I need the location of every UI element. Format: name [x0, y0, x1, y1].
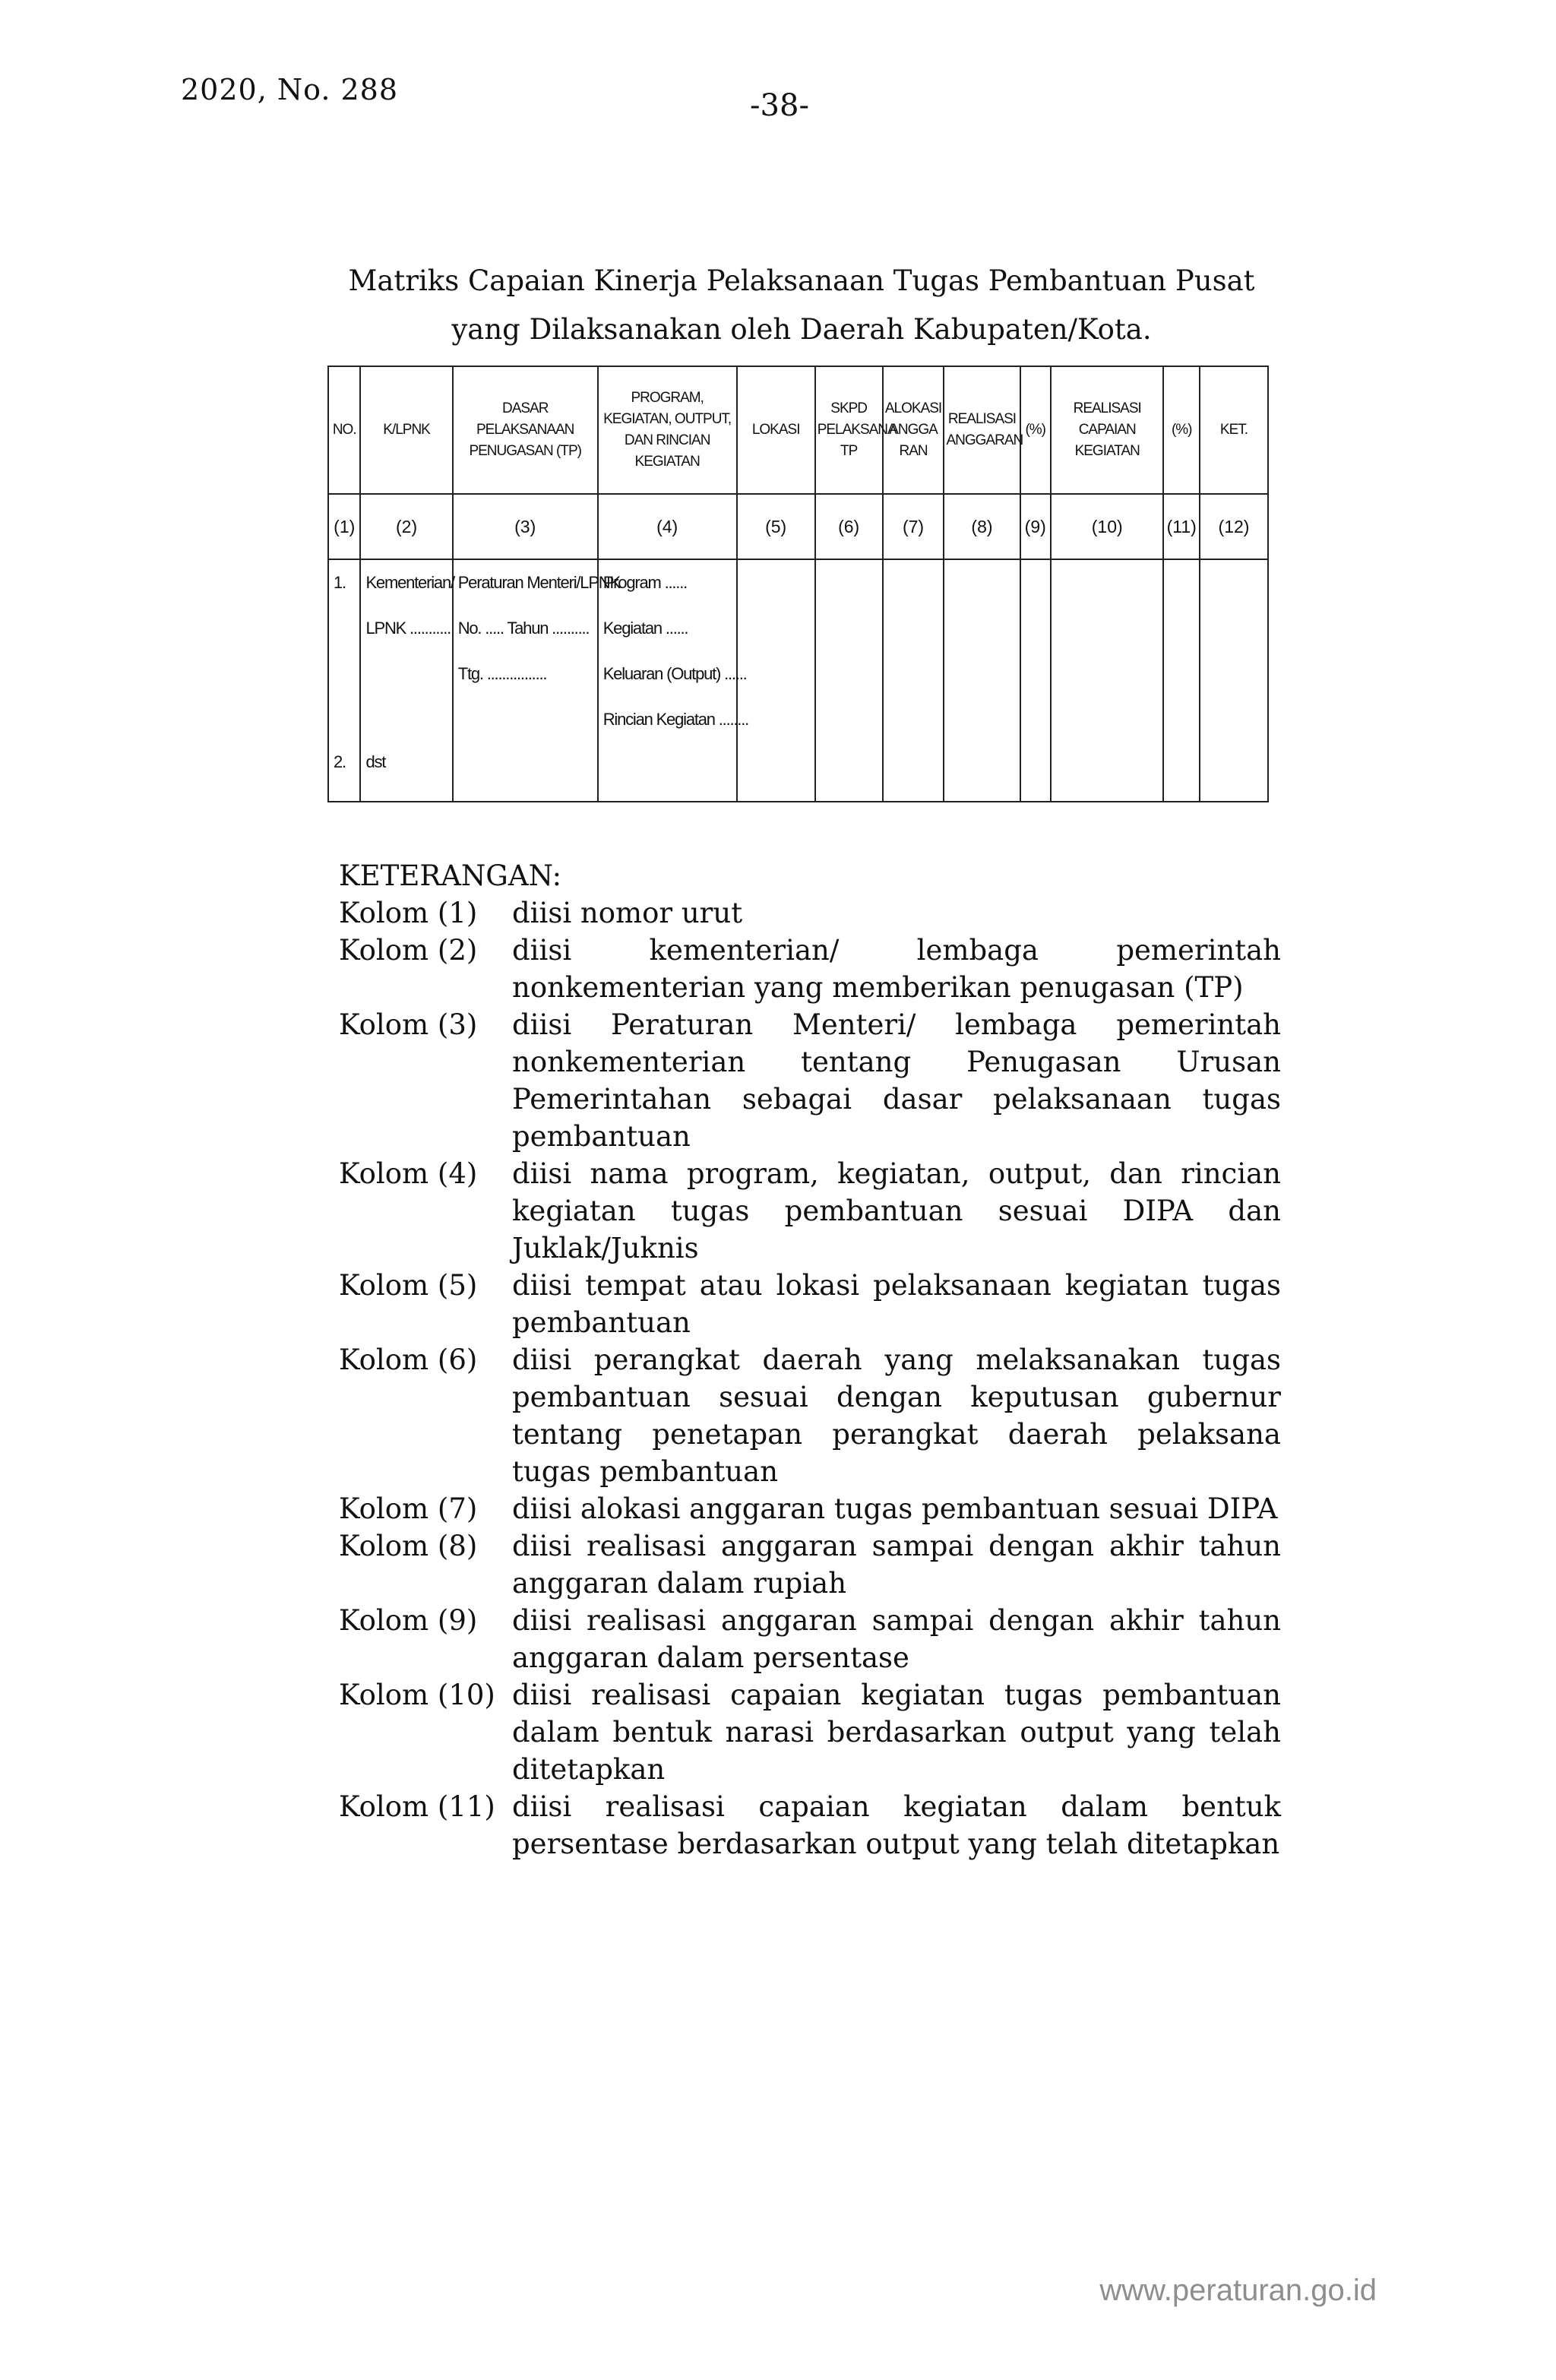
note-label: Kolom (4) — [339, 1157, 478, 1190]
table-cell-text: Kementerian/ — [365, 573, 454, 592]
column-header: (%) — [1020, 366, 1051, 494]
table-cell-empty — [944, 559, 1020, 802]
title-line-2: yang Dilaksanakan oleh Daerah Kabupaten/Kota. — [451, 313, 1152, 346]
note-item — [339, 932, 1281, 1006]
table-cell-text: Program ...... — [602, 573, 688, 592]
table-cell-empty — [737, 559, 815, 802]
note-label: Kolom (5) — [339, 1269, 478, 1302]
column-header: REALISASI CAPAIAN KEGIATAN — [1051, 366, 1164, 494]
column-number: (8) — [944, 494, 1020, 559]
row-number: 2. — [334, 752, 346, 771]
table-cell-dasar — [453, 559, 620, 802]
table-cell-program — [598, 559, 749, 802]
notes-heading: KETERANGAN: — [339, 859, 562, 892]
note-item — [339, 1006, 1281, 1155]
matrix-title — [327, 257, 1276, 354]
column-number: (2) — [360, 494, 452, 559]
note-label: Kolom (6) — [339, 1343, 478, 1376]
table-cell-text: dst — [365, 752, 386, 771]
column-number: (10) — [1051, 494, 1164, 559]
column-header: DASAR PELAKSANAAN PENUGASAN (TP) — [453, 366, 598, 494]
table-cell-text: LPNK ........... — [365, 619, 451, 638]
table-cell-text: Ttg. ................ — [457, 664, 547, 683]
note-text: diisi kementerian/ lembaga pemerintah nonkementerian yang memberikan penugasan (TP) — [512, 934, 1281, 1004]
column-number: (3) — [453, 494, 598, 559]
table-cell-text: No. ..... Tahun .......... — [457, 619, 590, 638]
document-reference: 2020, No. 288 — [181, 73, 399, 106]
table-cell-empty — [815, 559, 883, 802]
notes-section — [339, 857, 1281, 1863]
note-label: Kolom (3) — [339, 1008, 478, 1041]
column-header: REALISASI ANGGARAN — [944, 366, 1020, 494]
column-header: K/LPNK — [360, 366, 452, 494]
note-text: diisi realisasi capaian kegiatan tugas pembantuan dalam bentuk narasi berdasarkan output yang telah ditetapkan — [512, 1679, 1281, 1786]
performance-matrix-table — [327, 366, 1269, 802]
column-number: (6) — [815, 494, 883, 559]
note-text: diisi realisasi anggaran sampai dengan akhir tahun anggaran dalam persentase — [512, 1604, 1281, 1674]
table-cell-text: Rincian Kegiatan ........ — [602, 710, 749, 729]
column-number: (12) — [1200, 494, 1268, 559]
note-text: diisi realisasi anggaran sampai dengan akhir tahun anggaran dalam rupiah — [512, 1530, 1281, 1600]
note-item — [339, 1341, 1281, 1490]
notes-list — [339, 894, 1281, 1863]
footer-url[interactable]: www.peraturan.go.id — [1099, 2274, 1377, 2307]
note-item — [339, 1602, 1281, 1676]
column-number: (4) — [598, 494, 737, 559]
note-text: diisi tempat atau lokasi pelaksanaan kegiatan tugas pembantuan — [512, 1269, 1281, 1339]
column-number-row — [328, 494, 1268, 559]
note-item — [339, 1490, 1281, 1527]
table-body-row — [328, 559, 1268, 802]
table-cell-empty — [1051, 559, 1164, 802]
table-cell-empty — [1163, 559, 1199, 802]
note-item — [339, 1155, 1281, 1267]
column-header: (%) — [1163, 366, 1199, 494]
table-cell-empty — [1200, 559, 1268, 802]
note-label: Kolom (8) — [339, 1530, 478, 1562]
note-text: diisi nomor urut — [512, 897, 743, 929]
column-header: ALOKASI ANGGA RAN — [883, 366, 944, 494]
column-number: (1) — [328, 494, 360, 559]
table-header-row — [328, 366, 1268, 494]
column-header: LOKASI — [737, 366, 815, 494]
page-number: -38- — [750, 88, 809, 123]
note-item — [339, 1527, 1281, 1602]
note-text: diisi perangkat daerah yang melaksanakan tugas pembantuan sesuai dengan keputusan gubernur tentang penetapan perangkat daerah pelaksana tugas pembantuan — [512, 1343, 1281, 1488]
column-header: SKPD PELAKSANA TP — [815, 366, 883, 494]
column-number: (11) — [1163, 494, 1199, 559]
table-cell-no — [328, 559, 360, 802]
note-label: Kolom (2) — [339, 934, 478, 967]
note-item — [339, 1267, 1281, 1341]
note-label: Kolom (10) — [339, 1679, 495, 1711]
row-number: 1. — [334, 573, 346, 592]
column-header: KET. — [1200, 366, 1268, 494]
note-item — [339, 894, 1281, 932]
table-cell-empty — [883, 559, 944, 802]
column-header: NO. — [328, 366, 360, 494]
note-text: diisi realisasi capaian kegiatan dalam bentuk persentase berdasarkan output yang telah ditetapkan — [512, 1790, 1281, 1860]
title-line-1: Matriks Capaian Kinerja Pelaksanaan Tugas Pembantuan Pusat — [348, 264, 1255, 297]
table-cell-text: Kegiatan ...... — [602, 619, 688, 638]
column-number: (7) — [883, 494, 944, 559]
note-label: Kolom (7) — [339, 1492, 478, 1525]
table-cell-empty — [1020, 559, 1051, 802]
note-label: Kolom (1) — [339, 897, 478, 929]
note-label: Kolom (11) — [339, 1790, 495, 1823]
note-text: diisi Peraturan Menteri/ lembaga pemerintah nonkementerian tentang Penugasan Urusan Pemerintahan sebagai dasar pelaksanaan tugas pembantuan — [512, 1008, 1281, 1153]
note-label: Kolom (9) — [339, 1604, 478, 1637]
column-header: PROGRAM, KEGIATAN, OUTPUT, DAN RINCIAN KEGIATAN — [598, 366, 737, 494]
note-item — [339, 1788, 1281, 1863]
table-cell-klpnk — [360, 559, 452, 802]
note-text: diisi alokasi anggaran tugas pembantuan sesuai DIPA — [512, 1492, 1278, 1525]
note-text: diisi nama program, kegiatan, output, dan rincian kegiatan tugas pembantuan sesuai DIPA dan Juklak/Juknis — [512, 1157, 1281, 1264]
table-cell-text: Keluaran (Output) ...... — [602, 664, 747, 683]
column-number: (9) — [1020, 494, 1051, 559]
note-item — [339, 1676, 1281, 1788]
table-cell-text: Peraturan Menteri/LPNK — [457, 573, 620, 592]
column-number: (5) — [737, 494, 815, 559]
